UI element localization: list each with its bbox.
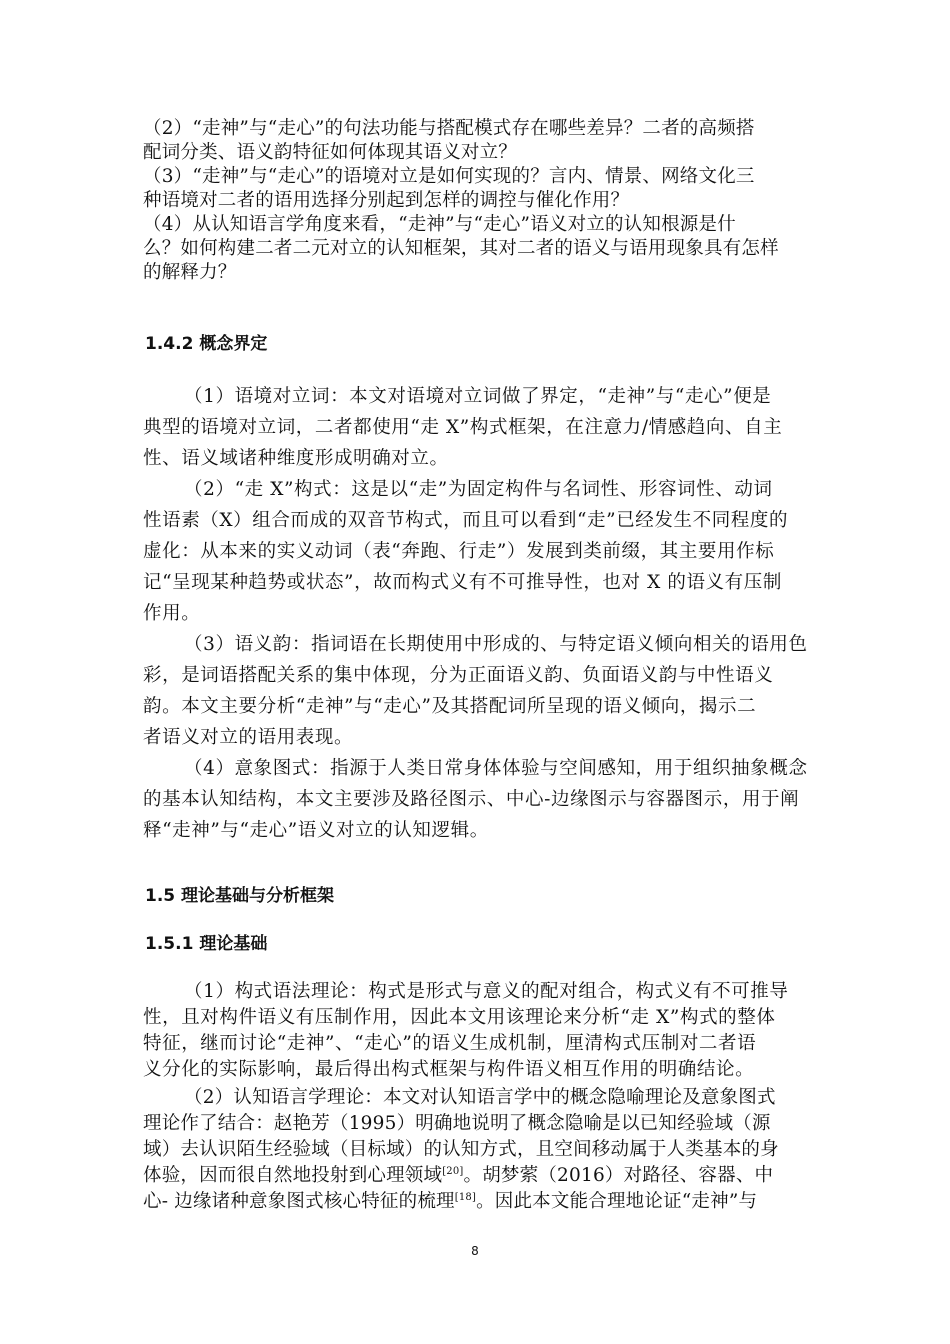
paragraph-line: 的基本认知结构，本文主要涉及路径图示、中心-边缘图示与容器图示，用于阐 bbox=[143, 789, 800, 810]
paragraph-line: 作用。 bbox=[143, 603, 201, 624]
paragraph-line bbox=[143, 1189, 803, 1215]
research-questions bbox=[143, 117, 803, 285]
paragraph-line: （1）语境对立词：本文对语境对立词做了界定，“走神”与“走心”便是 bbox=[184, 386, 772, 407]
paragraph-line: （2）“走 X”构式：这是以“走”为固定构件与名词性、形容词性、动词 bbox=[184, 479, 773, 500]
section-heading: 1.4.2 概念界定 bbox=[145, 334, 268, 354]
question-line: 的解释力？ bbox=[143, 262, 237, 283]
paragraph-line: 者语义对立的语用表现。 bbox=[143, 727, 354, 748]
paragraph bbox=[143, 474, 803, 629]
paragraph bbox=[143, 629, 808, 753]
theory-paragraph-1 bbox=[143, 979, 803, 1083]
text-run: 体验，因而很自然地投射到心理领域 bbox=[143, 1165, 443, 1186]
paragraph bbox=[143, 381, 803, 474]
paragraph-line bbox=[143, 1163, 803, 1189]
question-line: （2）“走神”与“走心”的句法功能与搭配模式存在哪些差异？二者的高频搭 bbox=[143, 118, 755, 139]
section-heading: 1.5 理论基础与分析框架 bbox=[145, 886, 335, 906]
concept-definitions bbox=[143, 381, 808, 846]
paragraph-line: （3）语义韵：指词语在长期使用中形成的、与特定语义倾向相关的语用色 bbox=[184, 634, 808, 655]
paragraph-line: 韵。本文主要分析“走神”与“走心”及其搭配词所呈现的语义倾向，揭示二 bbox=[143, 696, 757, 717]
paragraph-line: 记“呈现某种趋势或状态”，故而构式义有不可推导性，也对 X 的语义有压制 bbox=[143, 572, 782, 593]
paragraph-line: 虚化：从本来的实义动词（表“奔跑、行走”）发展到类前缀，其主要用作标 bbox=[143, 541, 775, 562]
paragraph-line: （4）意象图式：指源于人类日常身体体验与空间感知，用于组织抽象概念 bbox=[184, 758, 808, 779]
paragraph-line: 理论作了结合：赵艳芳（1995）明确地说明了概念隐喻是以已知经验域（源 bbox=[143, 1113, 771, 1134]
paragraph-line: （2）认知语言学理论：本文对认知语言学中的概念隐喻理论及意象图式 bbox=[184, 1087, 776, 1108]
question-line: （3）“走神”与“走心”的语境对立是如何实现的？言内、情景、网络文化三 bbox=[143, 166, 755, 187]
paragraph-line: 彩，是词语搭配关系的集中体现，分为正面语义韵、负面语义韵与中性语义 bbox=[143, 665, 774, 686]
citation-ref[interactable]: [20] bbox=[442, 1165, 464, 1177]
citation-ref[interactable]: [18] bbox=[454, 1191, 477, 1203]
theory-paragraph-2 bbox=[143, 1085, 803, 1215]
question-line: 配词分类、语义韵特征如何体现其语义对立？ bbox=[143, 142, 518, 163]
paragraph-line: 典型的语境对立词，二者都使用“走 X”构式框架，在注意力/情感趋向、自主 bbox=[143, 417, 783, 438]
page-number: 8 bbox=[471, 1244, 479, 1258]
paragraph-line: 特征，继而讨论“走神”、“走心”的语义生成机制，厘清构式压制对二者语 bbox=[143, 1033, 757, 1054]
text-run: 心- 边缘诸种意象图式核心特征的梳理 bbox=[143, 1191, 455, 1212]
paragraph-line: 性，且对构件语义有压制作用，因此本文用该理论来分析“走 X”构式的整体 bbox=[143, 1007, 776, 1028]
paragraph-line: 域）去认识陌生经验域（目标域）的认知方式，且空间移动属于人类基本的身 bbox=[143, 1139, 779, 1160]
paragraph-line: 性、语义域诸种维度形成明确对立。 bbox=[143, 448, 449, 469]
question-line: （4）从认知语言学角度来看，“走神”与“走心”语义对立的认知根源是什 bbox=[143, 214, 736, 235]
paragraph-line: 义分化的实际影响，最后得出构式框架与构件语义相互作用的明确结论。 bbox=[143, 1059, 755, 1080]
paragraph-line: （1）构式语法理论：构式是形式与意义的配对组合，构式义有不可推导 bbox=[184, 981, 789, 1002]
question-line: 么？如何构建二者二元对立的认知框架，其对二者的语义与语用现象具有怎样 bbox=[143, 238, 779, 259]
subsection-heading: 1.5.1 理论基础 bbox=[145, 934, 268, 954]
paragraph-line: 性语素（X）组合而成的双音节构式，而且可以看到“走”已经发生不同程度的 bbox=[143, 510, 789, 531]
paragraph-line: 释“走神”与“走心”语义对立的认知逻辑。 bbox=[143, 820, 489, 841]
question-line: 种语境对二者的语用选择分别起到怎样的调控与催化作用？ bbox=[143, 190, 630, 211]
paragraph bbox=[143, 753, 808, 846]
text-run: 。胡梦萦（2016）对路径、容器、中 bbox=[463, 1165, 774, 1186]
text-run: 。因此本文能合理地论证“走神”与 bbox=[476, 1191, 758, 1212]
